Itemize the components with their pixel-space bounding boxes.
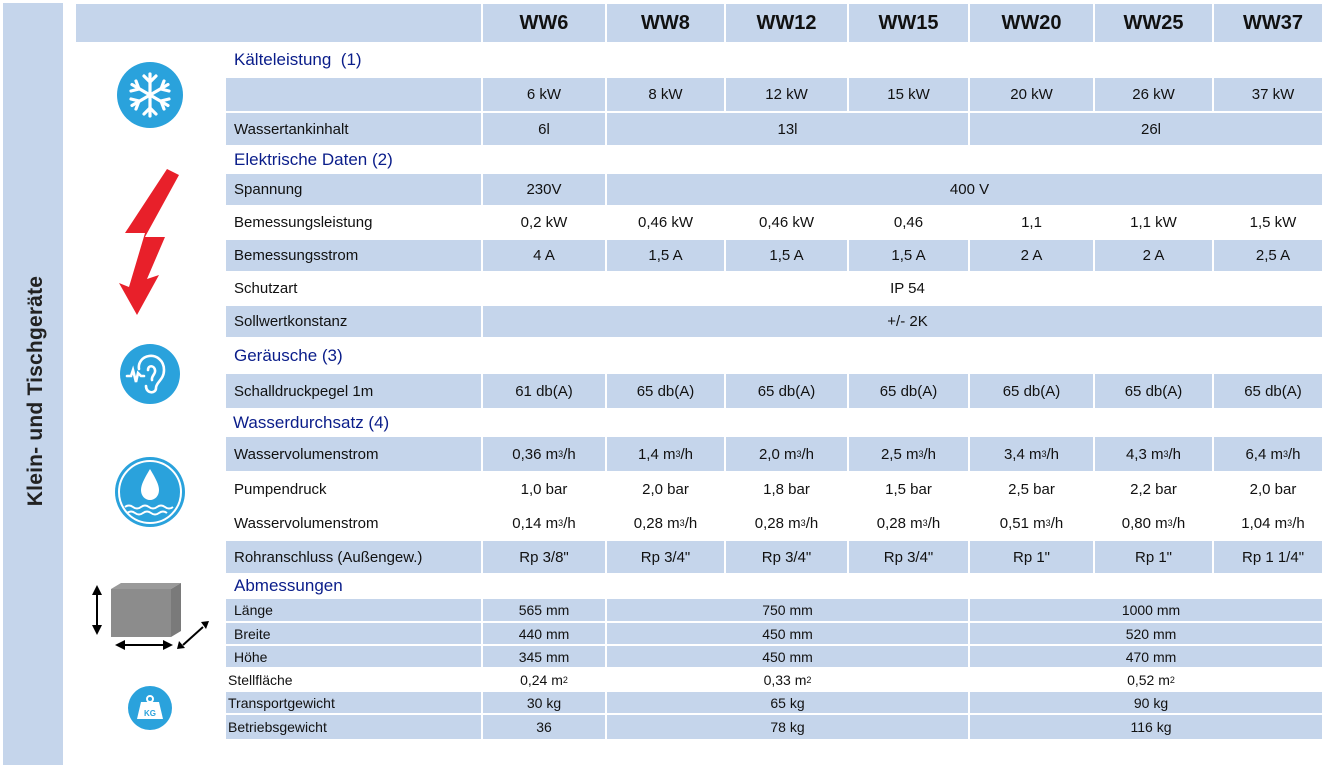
- row-label: Wassertankinhalt: [226, 113, 481, 145]
- operating-weight-cell: 78 kg: [607, 715, 968, 739]
- box-dimensions-icon: [85, 581, 215, 651]
- protection-cell: IP 54: [483, 273, 1322, 304]
- rated-power-cell: 0,46: [849, 207, 968, 238]
- row-label: Pumpendruck: [226, 473, 481, 505]
- lightning-icon: [76, 147, 224, 337]
- section-kaelteleistung: [226, 44, 1322, 76]
- noise-cell: 65 db(A): [726, 374, 847, 408]
- category-label: Klein- und Tischgeräte: [24, 275, 47, 507]
- noise-cell: 61 db(A): [483, 374, 605, 408]
- rated-power-cell: 1,1 kW: [1095, 207, 1212, 238]
- rated-power-cell: 0,2 kW: [483, 207, 605, 238]
- tank-cell: 13l: [607, 113, 968, 145]
- current-cell: 2 A: [1095, 240, 1212, 271]
- section-abmessungen: Abmessungen: [226, 575, 1322, 597]
- power-cell: 20 kW: [970, 78, 1093, 111]
- noise-cell: 65 db(A): [607, 374, 724, 408]
- width-cell: 450 mm: [607, 623, 968, 644]
- model-header: WW20: [970, 4, 1093, 42]
- transport-weight-cell: 90 kg: [970, 692, 1322, 713]
- row-label: Breite: [226, 623, 481, 644]
- power-cell: 15 kW: [849, 78, 968, 111]
- flow-cell: 0,36 m 3 /h: [483, 437, 605, 471]
- dimensions-weight-icons: [76, 575, 224, 739]
- flow-cell: 1,4 m 3 /h: [607, 437, 724, 471]
- height-cell: 345 mm: [483, 646, 605, 667]
- flow-cell: 0,28 m 3 /h: [607, 507, 724, 539]
- section-geraeusche: Geräusche (3): [226, 339, 1322, 372]
- power-cell: 8 kW: [607, 78, 724, 111]
- length-cell: 1000 mm: [970, 599, 1322, 621]
- setpoint-cell: +/- 2K: [483, 306, 1322, 337]
- rated-power-cell: 1,5 kW: [1214, 207, 1322, 238]
- section-title: Kälteleistung: [234, 50, 332, 69]
- model-header: WW8: [607, 4, 724, 42]
- row-label: Transportgewicht: [226, 692, 481, 713]
- current-cell: 2 A: [970, 240, 1093, 271]
- pressure-cell: 1,8 bar: [726, 473, 847, 505]
- power-cell: 12 kW: [726, 78, 847, 111]
- current-cell: 2,5 A: [1214, 240, 1322, 271]
- tank-cell: 6l: [483, 113, 605, 145]
- flow-cell: 2,5 m 3 /h: [849, 437, 968, 471]
- footnote-ref: (1): [340, 50, 362, 69]
- row-label: Länge: [226, 599, 481, 621]
- flow-cell: 0,14 m 3 /h: [483, 507, 605, 539]
- row-label: Spannung: [226, 174, 481, 205]
- row-label: Schutzart: [226, 273, 481, 304]
- power-cell: 6 kW: [483, 78, 605, 111]
- header-empty: [76, 4, 481, 42]
- model-header: WW6: [483, 4, 605, 42]
- pressure-cell: 2,5 bar: [970, 473, 1093, 505]
- pipe-cell: Rp 1": [970, 541, 1093, 573]
- pipe-cell: Rp 3/4": [607, 541, 724, 573]
- row-label: Sollwertkonstanz: [226, 306, 481, 337]
- flow-cell: 3,4 m 3 /h: [970, 437, 1093, 471]
- voltage-cell: 400 V: [607, 174, 1322, 205]
- flow-cell: 0,51 m 3 /h: [970, 507, 1093, 539]
- model-header: WW37: [1214, 4, 1322, 42]
- model-header: WW15: [849, 4, 968, 42]
- model-header: WW25: [1095, 4, 1212, 42]
- row-label: Bemessungsleistung: [226, 207, 481, 238]
- transport-weight-cell: 30 kg: [483, 692, 605, 713]
- rated-power-cell: 1,1: [970, 207, 1093, 238]
- row-label: Stellfläche: [226, 669, 481, 690]
- rated-power-cell: 0,46 kW: [607, 207, 724, 238]
- current-cell: 1,5 A: [726, 240, 847, 271]
- current-cell: 1,5 A: [849, 240, 968, 271]
- flow-cell: 4,3 m 3 /h: [1095, 437, 1212, 471]
- tank-cell: 26l: [970, 113, 1322, 145]
- footprint-cell: 0,33 m 2: [607, 669, 968, 690]
- pipe-cell: Rp 1 1/4": [1214, 541, 1322, 573]
- row-label: Wasservolumenstrom: [226, 507, 481, 539]
- flow-cell: 1,04 m 3 /h: [1214, 507, 1322, 539]
- svg-text:KG: KG: [144, 709, 156, 718]
- pressure-cell: 2,0 bar: [607, 473, 724, 505]
- noise-cell: 65 db(A): [970, 374, 1093, 408]
- height-cell: 450 mm: [607, 646, 968, 667]
- power-cell: 26 kW: [1095, 78, 1212, 111]
- flow-cell: 0,28 m 3 /h: [849, 507, 968, 539]
- row-label: Betriebsgewicht: [226, 715, 481, 739]
- footprint-cell: 0,52 m 2: [970, 669, 1322, 690]
- rated-power-cell: 0,46 kW: [726, 207, 847, 238]
- pipe-cell: Rp 3/4": [726, 541, 847, 573]
- voltage-cell: 230V: [483, 174, 605, 205]
- width-cell: 520 mm: [970, 623, 1322, 644]
- current-cell: 1,5 A: [607, 240, 724, 271]
- footprint-cell: 0,24 m 2: [483, 669, 605, 690]
- noise-cell: 65 db(A): [1214, 374, 1322, 408]
- power-cell: 37 kW: [1214, 78, 1322, 111]
- transport-weight-cell: 65 kg: [607, 692, 968, 713]
- section-wasserdurchsatz: Wasserdurchsatz (4): [76, 410, 1322, 435]
- weight-icon: [127, 685, 173, 731]
- row-label-empty: [226, 78, 481, 111]
- ear-icon: [76, 339, 224, 408]
- current-cell: 4 A: [483, 240, 605, 271]
- pressure-cell: 1,5 bar: [849, 473, 968, 505]
- width-cell: 440 mm: [483, 623, 605, 644]
- pressure-cell: 2,2 bar: [1095, 473, 1212, 505]
- pressure-cell: 1,0 bar: [483, 473, 605, 505]
- flow-cell: 6,4 m 3 /h: [1214, 437, 1322, 471]
- flow-cell: 2,0 m 3 /h: [726, 437, 847, 471]
- height-cell: 470 mm: [970, 646, 1322, 667]
- length-cell: 750 mm: [607, 599, 968, 621]
- row-label: Bemessungsstrom: [226, 240, 481, 271]
- pipe-cell: Rp 3/4": [849, 541, 968, 573]
- row-label: Höhe: [226, 646, 481, 667]
- flow-cell: 0,80 m 3 /h: [1095, 507, 1212, 539]
- row-label: Schalldruckpegel 1m: [226, 374, 481, 408]
- pipe-cell: Rp 1": [1095, 541, 1212, 573]
- snowflake-icon: [76, 44, 224, 145]
- section-elektrische-daten: Elektrische Daten (2): [226, 147, 1322, 172]
- noise-cell: 65 db(A): [849, 374, 968, 408]
- length-cell: 565 mm: [483, 599, 605, 621]
- category-sidebar: [3, 3, 63, 765]
- row-label: Rohranschluss (Außengew.): [226, 541, 481, 573]
- operating-weight-cell: 36: [483, 715, 605, 739]
- row-label: Wasservolumenstrom: [226, 437, 481, 471]
- model-header: WW12: [726, 4, 847, 42]
- noise-cell: 65 db(A): [1095, 374, 1212, 408]
- operating-weight-cell: 116 kg: [970, 715, 1322, 739]
- flow-cell: 0,28 m 3 /h: [726, 507, 847, 539]
- spec-table: [76, 4, 1316, 767]
- pressure-cell: 2,0 bar: [1214, 473, 1322, 505]
- pipe-cell: Rp 3/8": [483, 541, 605, 573]
